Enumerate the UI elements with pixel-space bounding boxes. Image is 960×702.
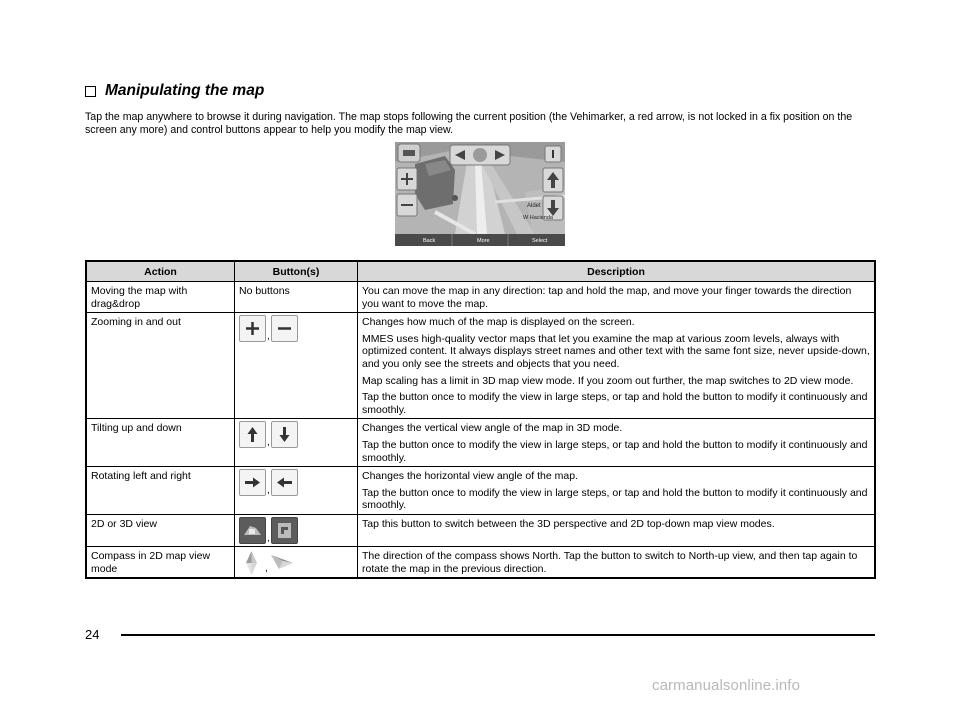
watermark-text: carmanualsonline.info <box>652 677 801 694</box>
rotate-left-icon <box>271 469 298 496</box>
description-cell <box>358 467 876 515</box>
map-back-label: Back <box>423 238 436 244</box>
action-cell: Zooming in and out <box>86 313 235 419</box>
description-cell <box>358 514 876 546</box>
description-text: You can move the map in any direction: tap and hold the map, and move your finger towards the direction you want to move the map. <box>362 285 852 310</box>
actions-table <box>85 260 876 579</box>
map-select-label: Select <box>532 238 548 244</box>
map-screenshot <box>395 142 565 246</box>
action-cell: Compass in 2D map view mode <box>86 546 235 578</box>
description-text: MMES uses high-quality vector maps that let you examine the map at various zoom levels, always with optimized content. It always displays street names and other text with the same font size, never upside-down, and you only see the streets and objects that you need. <box>362 332 870 370</box>
zoom-out-icon <box>271 315 298 342</box>
table-row <box>86 514 875 546</box>
table-row <box>86 313 875 419</box>
description-cell <box>358 546 876 578</box>
buttons-cell <box>235 514 358 546</box>
rotate-right-icon <box>239 469 266 496</box>
button-separator: , <box>267 437 270 449</box>
table-row <box>86 467 875 515</box>
table-header-row <box>86 261 875 282</box>
action-cell: Tilting up and down <box>86 419 235 467</box>
buttons-cell: No buttons <box>235 282 358 313</box>
map-street-label: W Hacienda <box>523 215 553 221</box>
map-more-label: More <box>477 238 490 244</box>
description-cell <box>358 419 876 467</box>
header-buttons: Button(s) <box>235 261 358 282</box>
buttons-cell <box>235 467 358 515</box>
compass-north-icon <box>239 549 264 574</box>
view-2d-icon <box>271 517 298 544</box>
section-heading <box>85 82 264 100</box>
description-text: Tap the button once to modify the view in large steps, or tap and hold the button to modify it continuously and smoothly. <box>362 391 868 416</box>
buttons-cell <box>235 313 358 419</box>
view-3d-icon <box>239 517 266 544</box>
description-cell <box>358 282 876 313</box>
button-separator: , <box>265 562 268 574</box>
section-title: Manipulating the map <box>105 82 265 99</box>
buttons-cell <box>235 419 358 467</box>
description-text: Tap the button once to modify the view in large steps, or tap and hold the button to modify it continuously and smoothly. <box>362 438 868 464</box>
description-text: Changes the vertical view angle of the map in 3D mode. <box>362 422 623 435</box>
page-number: 24 <box>85 627 100 642</box>
description-text: Tap the button once to modify the view in large steps, or tap and hold the button to modify it continuously and smoothly. <box>362 486 868 512</box>
compass-rotated-icon <box>269 549 294 574</box>
action-cell: Moving the map with drag&drop <box>86 282 235 313</box>
intro-paragraph: Tap the map anywhere to browse it during navigation. The map stops following the current position (the Vehimarker, a red arrow, is not locked in a fix position on the screen any more) and control buttons appear to help you modify the map view. <box>85 111 853 136</box>
checkbox-bullet-icon <box>85 86 96 97</box>
map-street-label: Aldet <box>527 203 541 209</box>
map-screenshot-image <box>395 142 565 246</box>
description-text: Changes the horizontal view angle of the map. <box>362 470 578 483</box>
description-text: Map scaling has a limit in 3D map view mode. If you zoom out further, the map switches to 2D view mode. <box>362 374 854 387</box>
button-separator: , <box>267 532 270 544</box>
description-text: Changes how much of the map is displayed on the screen. <box>362 316 635 329</box>
button-separator: , <box>267 485 270 497</box>
footer-divider <box>121 634 875 636</box>
button-separator: , <box>267 331 270 343</box>
description-text: The direction of the compass shows North. Tap the button to switch to North-up view, and then tap again to rotate the map in the previous direction. <box>362 549 858 575</box>
description-text: Tap this button to switch between the 3D perspective and 2D top-down map view modes. <box>362 517 775 530</box>
description-cell <box>358 313 876 419</box>
action-cell: 2D or 3D view <box>86 514 235 546</box>
zoom-in-icon <box>239 315 266 342</box>
tilt-up-icon <box>239 421 266 448</box>
header-action: Action <box>86 261 235 282</box>
header-description: Description <box>358 261 876 282</box>
table-row <box>86 282 875 313</box>
table-row <box>86 546 875 578</box>
action-cell: Rotating left and right <box>86 467 235 515</box>
tilt-down-icon <box>271 421 298 448</box>
buttons-cell <box>235 546 358 578</box>
table-row <box>86 419 875 467</box>
